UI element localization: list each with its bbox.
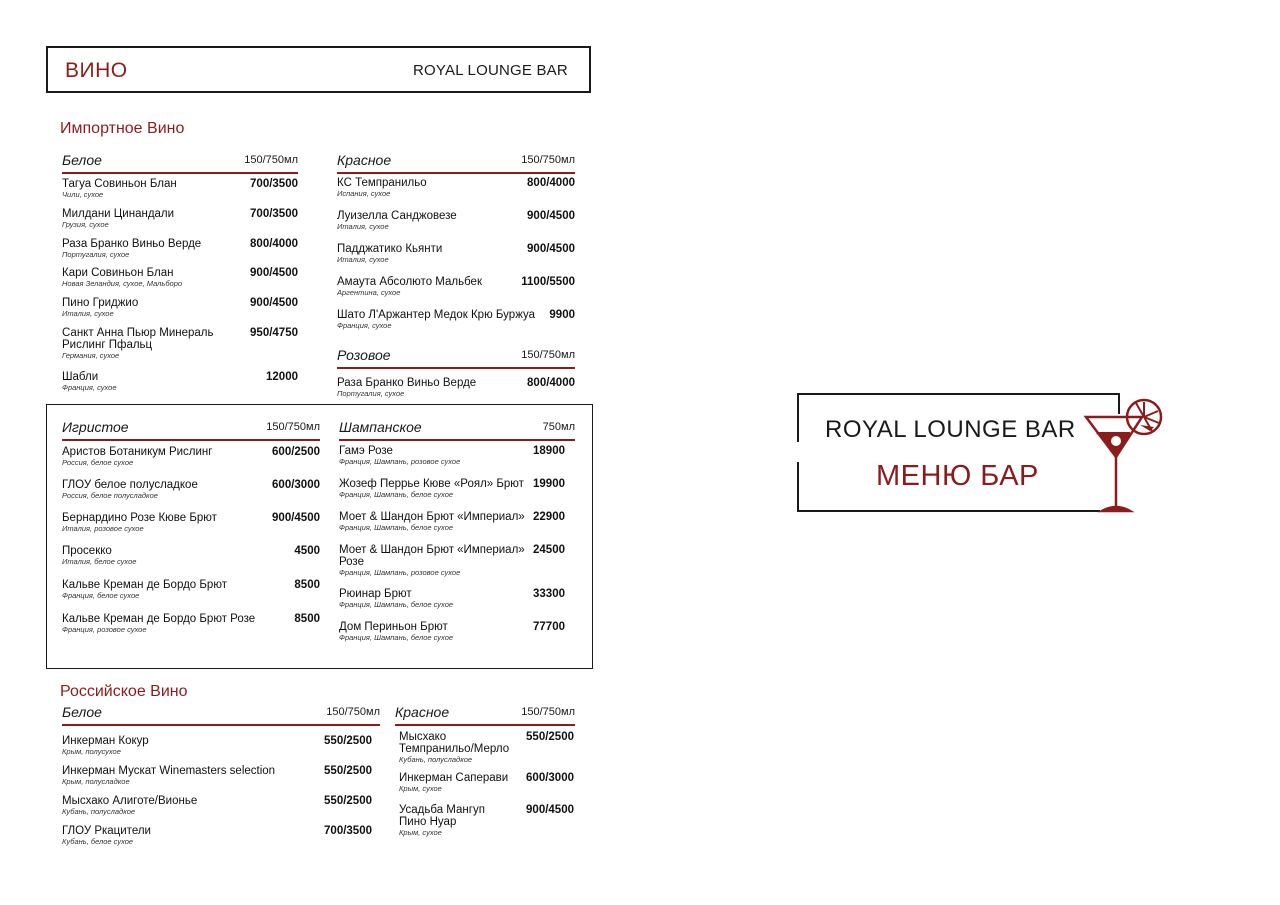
item-description: Италия, сухое: [337, 222, 389, 231]
header-brand: ROYAL LOUNGE BAR: [413, 62, 568, 79]
item-name: Моет & Шандон Брют «Империал»: [339, 511, 525, 523]
category-champagne-header: [339, 419, 575, 441]
item-price: 550/2500: [526, 731, 574, 743]
item-price: 8500: [294, 579, 320, 591]
item-name: Мысхако Алиготе/Вионье: [62, 795, 198, 807]
menu-item: [62, 613, 320, 635]
item-price: 800/4000: [250, 238, 298, 250]
menu-item: [62, 765, 372, 787]
menu-item: [62, 178, 298, 200]
category-red-header: [337, 152, 575, 174]
item-name: Шато Л'Аржантер Медок Крю Буржуа: [337, 309, 536, 321]
item-name: Усадьба Мангуп Пино Нуар: [399, 804, 485, 828]
item-name: Дом Периньон Брют: [339, 621, 448, 633]
item-name: Гамэ Розе: [339, 445, 393, 457]
menu-item: [62, 479, 320, 501]
logo-subtitle: МЕНЮ БАР: [876, 460, 1039, 492]
item-description: Франция, сухое: [337, 321, 392, 330]
menu-item: [62, 825, 372, 847]
item-description: Крым, сухое: [399, 828, 442, 837]
menu-item: [62, 579, 320, 601]
cocktail-glass-icon: [1080, 395, 1172, 517]
item-description: Кубань, полусладкое: [399, 755, 473, 764]
item-description: Кубань, полусладкое: [62, 807, 136, 816]
item-name: Пино Гриджио: [62, 297, 139, 309]
category-name: Красное: [395, 704, 450, 720]
item-name: Кальве Креман де Бордо Брют: [62, 579, 227, 591]
menu-item: [62, 795, 372, 817]
menu-item: [339, 445, 565, 467]
category-name: Розовое: [337, 347, 391, 363]
item-name: Мысхако Темпранильо/Мерло: [399, 731, 510, 755]
item-description: Италия, розовое сухое: [62, 524, 144, 533]
category-name: Красное: [337, 152, 392, 168]
category-volume: 150/750мл: [521, 349, 575, 361]
category-name: Белое: [62, 704, 102, 720]
item-price: 4500: [294, 545, 320, 557]
item-price: 900/4500: [526, 804, 574, 816]
russian-wine-title: Российское Вино: [60, 683, 188, 700]
item-name: Амаута Абсолюто Мальбек: [337, 276, 482, 288]
menu-item: [339, 478, 565, 500]
item-description: Италия, сухое: [62, 309, 114, 318]
menu-item: [337, 210, 575, 232]
logo-frame: [795, 392, 1125, 514]
menu-item: [337, 276, 575, 298]
item-description: Франция, сухое: [62, 383, 117, 392]
item-description: Франция, Шампань, розовое сухое: [339, 568, 461, 577]
menu-item: [399, 804, 574, 838]
item-name: Кальве Креман де Бордо Брют Розе: [62, 613, 256, 625]
category-volume: 150/750мл: [266, 421, 320, 433]
menu-item: [62, 208, 298, 230]
item-description: Испания, сухое: [337, 189, 391, 198]
item-price: 24500: [533, 544, 565, 556]
item-description: Франция, Шампань, белое сухое: [339, 523, 454, 532]
item-name: ГЛОУ Ркацители: [62, 825, 151, 837]
item-name: Раза Бранко Виньо Верде: [337, 377, 477, 389]
category-volume: 150/750мл: [326, 706, 380, 718]
menu-item: [62, 735, 372, 757]
item-price: 77700: [533, 621, 565, 633]
item-price: 900/4500: [527, 210, 575, 222]
item-description: Аргентина, сухое: [337, 288, 401, 297]
item-name: Кари Совиньон Блан: [62, 267, 174, 279]
item-description: Италия, белое сухое: [62, 557, 137, 566]
item-price: 33300: [533, 588, 565, 600]
item-description: Крым, полусухое: [62, 747, 121, 756]
item-name: Инкерман Кокур: [62, 735, 149, 747]
menu-item: [399, 772, 574, 794]
item-price: 550/2500: [324, 795, 372, 807]
item-price: 950/4750: [250, 327, 298, 339]
item-price: 900/4500: [250, 267, 298, 279]
category-ru-red-header: [395, 704, 575, 726]
menu-item: [339, 544, 565, 578]
menu-header: [46, 46, 591, 93]
item-name: Падджатико Кьянти: [337, 243, 443, 255]
imported-wine-title: Импортное Вино: [60, 120, 185, 137]
category-name: Белое: [62, 152, 102, 168]
item-description: Франция, Шампань, белое сухое: [339, 633, 454, 642]
category-white-header: [62, 152, 298, 174]
menu-item: [62, 327, 298, 361]
menu-item: [62, 512, 320, 534]
item-price: 550/2500: [324, 735, 372, 747]
item-name: Бернардино Розе Кюве Брют: [62, 512, 217, 524]
menu-item: [62, 297, 298, 319]
item-name: Санкт Анна Пьюр Минераль Рислинг Пфальц: [62, 327, 214, 351]
category-ru-white-header: [62, 704, 380, 726]
item-price: 600/2500: [272, 446, 320, 458]
menu-item: [337, 377, 575, 399]
item-name: Шабли: [62, 371, 99, 383]
item-name: Моет & Шандон Брют «Империал» Розе: [339, 544, 525, 568]
item-name: КС Темпранильо: [337, 177, 427, 189]
item-description: Новая Зеландия, сухое, Мальборо: [62, 279, 183, 288]
category-volume: 750мл: [542, 421, 575, 433]
menu-item: [337, 309, 575, 331]
item-description: Чили, сухое: [62, 190, 104, 199]
category-sparkling-header: [62, 419, 320, 441]
menu-item: [399, 731, 574, 765]
category-rose-header: [337, 347, 575, 369]
item-price: 550/2500: [324, 765, 372, 777]
menu-item: [62, 446, 320, 468]
item-price: 18900: [533, 445, 565, 457]
item-name: Аристов Ботаникум Рислинг: [62, 446, 213, 458]
item-name: Жозеф Перрье Кюве «Роял» Брют: [339, 478, 524, 490]
category-volume: 150/750мл: [244, 154, 298, 166]
header-section-title: ВИНО: [65, 59, 128, 82]
item-price: 600/3000: [272, 479, 320, 491]
item-name: Инкерман Саперави: [399, 772, 509, 784]
item-price: 700/3500: [324, 825, 372, 837]
menu-item: [339, 588, 565, 610]
menu-item: [339, 511, 565, 533]
item-description: Кубань, белое сухое: [62, 837, 134, 846]
menu-item: [339, 621, 565, 643]
category-name: Шампанское: [339, 419, 422, 435]
item-name: Просекко: [62, 545, 112, 557]
category-volume: 150/750мл: [521, 706, 575, 718]
item-description: Франция, розовое сухое: [62, 625, 147, 634]
category-volume: 150/750мл: [521, 154, 575, 166]
item-price: 700/3500: [250, 178, 298, 190]
item-description: Италия, сухое: [337, 255, 389, 264]
item-price: 12000: [266, 371, 298, 383]
logo-title: ROYAL LOUNGE BAR: [825, 416, 1076, 443]
item-description: Германия, сухое: [62, 351, 120, 360]
item-price: 900/4500: [272, 512, 320, 524]
item-name: Милдани Цинандали: [62, 208, 175, 220]
item-price: 600/3000: [526, 772, 574, 784]
item-description: Крым, сухое: [399, 784, 442, 793]
item-price: 22900: [533, 511, 565, 523]
item-price: 19900: [533, 478, 565, 490]
item-description: Франция, Шампань, белое сухое: [339, 600, 454, 609]
item-description: Грузия, сухое: [62, 220, 109, 229]
item-price: 800/4000: [527, 377, 575, 389]
menu-item: [337, 243, 575, 265]
item-name: Луизелла Санджовезе: [337, 210, 457, 222]
menu-item: [62, 238, 298, 260]
item-price: 1100/5500: [521, 276, 575, 288]
item-name: Рюинар Брют: [339, 588, 412, 600]
item-description: Россия, белое полусладкое: [62, 491, 158, 500]
item-price: 8500: [294, 613, 320, 625]
item-name: Инкерман Мускат Winemasters selection: [62, 765, 276, 777]
item-price: 9900: [549, 309, 575, 321]
item-description: Франция, белое сухое: [62, 591, 140, 600]
item-description: Португалия, сухое: [62, 250, 130, 259]
item-name: ГЛОУ белое полусладкое: [62, 479, 198, 491]
item-price: 800/4000: [527, 177, 575, 189]
item-description: Россия, белое сухое: [62, 458, 134, 467]
item-description: Португалия, сухое: [337, 389, 405, 398]
item-description: Франция, Шампань, белое сухое: [339, 490, 454, 499]
item-price: 700/3500: [250, 208, 298, 220]
item-name: Раза Бранко Виньо Верде: [62, 238, 202, 250]
menu-item: [62, 545, 320, 567]
category-name: Игристое: [62, 419, 129, 435]
item-price: 900/4500: [250, 297, 298, 309]
menu-item: [62, 371, 298, 393]
item-description: Крым, полусладкое: [62, 777, 130, 786]
item-price: 900/4500: [527, 243, 575, 255]
item-name: Тагуа Совиньон Блан: [62, 178, 177, 190]
menu-item: [62, 267, 298, 289]
menu-item: [337, 177, 575, 199]
item-description: Франция, Шампань, розовое сухое: [339, 457, 461, 466]
